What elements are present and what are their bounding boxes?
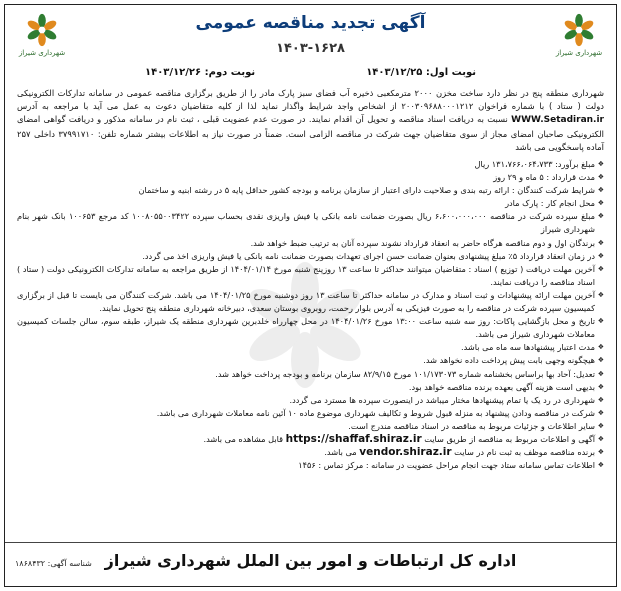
- list-item: ❖ آخرین مهلت ارائه پیشنهادات و ثبت اسناد و مدارک در سامانه حداکثر تا ساعت ۱۳ روز دوشنبه مورخ ۱۴۰۴/۰۱/۲۵ می باشد. شرکت کنندگان می بایست تا قبل از برگزاری کمیسیون سپرده شرکت در مناقصه را به صورت فیزیکی به آدرس بلوار رحمت، روبروی بوستان سعدی، دبیرخانه شهرداری منطقه پنج تحویل نمایند.: [17, 289, 604, 315]
- issuing-office: اداره کل ارتباطات و امور بین الملل شهرداری شیراز: [104, 551, 517, 570]
- list-item: ❖ شرایط شرکت کنندگان : ارائه رتبه بندی و صلاحیت دارای اعتبار از سازمان برنامه و بودجه کشور حداقل پایه ۵ در رشته ابنیه و ساختمان: [17, 184, 604, 197]
- shaffaf-suffix: قابل مشاهده می باشد.: [203, 433, 286, 444]
- list-item: ❖ مدت قرارداد : ۵ ماه و ۲۹ روز: [17, 171, 604, 184]
- list-item: ❖ شهرداری در رد یک یا تمام پیشنهادها مختار میباشد در اینصورت سپرده ها مسترد می گردد.: [17, 394, 604, 407]
- footer: [5, 542, 616, 582]
- list-item: ❖ تاریخ و محل بازگشایی پاکات: روز سه شنبه ساعت ۱۳:۰۰ مورخ ۱۴۰۴/۰۱/۲۶ در محل چهارراه خلدبرین شهرداری منطقه یک شیراز، طبقه سوم، سالن جلسات کمیسیون معاملات شهرداری شیراز می باشد.: [17, 315, 604, 341]
- list-item: ❖ مدت اعتبار پیشنهادها سه ماه می باشد.: [17, 341, 604, 354]
- logo-caption: شهرداری شیراز: [555, 49, 603, 57]
- first-round-label: نوبت اول:: [422, 67, 476, 78]
- tender-conditions-list: [17, 158, 604, 472]
- page-title: آگهی تجدید مناقصه عمومی: [195, 13, 426, 33]
- intro-text-before: شهرداری منطقه پنج در نظر دارد ساخت مخزن ۲۰۰۰ مترمکعبی ذخیره آب فضای سبز پارک مادر را از طریق برگزاری مناقصه عمومی در سامانه تدارکات الکترونیکی دولت ( ستاد ) با شماره فراخوان ۲۰۰۳۰۹۶۸۸۰۰۰۱۲۱۲ از اشخاص واجد شرایط واگذار نماید لذا از کلیه متقاضیان دعوت به عمل می آید با مراجعه به آدرس: [17, 88, 605, 112]
- second-round-label: نوبت دوم:: [201, 67, 256, 78]
- list-item: ❖ در زمان انعقاد قرارداد ۵٪ مبلغ پیشنهادی بعنوان ضمانت حسن اجرای تعهدات بصورت ضمانت نامه بانکی یا فیش واریزی اخذ می گردد.: [17, 250, 604, 263]
- list-item: ❖ برندگان اول و دوم مناقصه هرگاه حاضر به انعقاد قرارداد نشوند سپرده آنان به ترتیب ضبط خواهد شد.: [17, 237, 604, 250]
- vendor-prefix: برنده مناقصه موظف به ثبت نام در سایت: [451, 447, 595, 458]
- list-item: ❖ آخرین مهلت دریافت ( توزیع ) اسناد : متقاضیان میتوانند حداکثر تا ساعت ۱۳ روزپنج شنبه مورخ ۱۴۰۴/۰۱/۱۴ از طریق مراجعه به سامانه تدارکات الکترونیکی دولت ( ستاد ) اسناد مناقصه را دریافت نمایند.: [17, 263, 604, 289]
- tender-notice: [4, 4, 617, 587]
- publication-dates: [145, 67, 476, 83]
- vendor-link[interactable]: vendor.shiraz.ir: [359, 446, 452, 459]
- first-round: [366, 67, 476, 83]
- second-round: [145, 67, 255, 83]
- first-round-date: ۱۴۰۳/۱۲/۲۵: [366, 67, 423, 78]
- title-bar: [5, 13, 616, 33]
- vendor-suffix: می باشد.: [324, 447, 360, 458]
- list-item: ❖ سایر اطلاعات و جزئیات مربوط به مناقصه در اسناد مناقصه مندرج است.: [17, 420, 604, 433]
- ad-number: ۱۴۰۳-۱۶۲۸: [276, 41, 345, 56]
- list-item: ❖ مبلغ برآورد: ۱۳۱،۷۶۶،۰۶۴،۷۳۳ ریال: [17, 158, 604, 171]
- logo-caption: شهرداری شیراز: [18, 49, 66, 57]
- list-item: ❖ محل انجام کار : پارک مادر: [17, 197, 604, 210]
- ad-id-stamp: شناسه آگهی: ۱۸۶۸۴۳۲: [15, 559, 92, 568]
- shaffaf-item: [17, 433, 604, 446]
- list-item: ❖ مبلغ سپرده شرکت در مناقصه ۶،۶۰۰،۰۰۰،۰۰۰ ریال بصورت ضمانت نامه بانکی یا فیش واریزی نقدی بحساب سپرده ۱۰۰۸۰۵۵۰۰۳۴۲۲ کد مرجع ۱۰۰۶۵۳ بانک شهر بنام شهرداری شیراز: [17, 210, 604, 236]
- intro-text-after: نسبت به دریافت اسناد مناقصه و تحویل آن اقدام نمایند. در صورت عدم عضویت قبلی ، ثبت نام در سامانه مذکور و دریافت گواهی امضای الکترونیکی صاحبان امضای مجاز از سوی متقاضیان جهت شرکت در مناقصه الزامی است. ضمناً در صورت نیاز به اطلاعات بیشتر شماره تلفن: ۳۷۹۹۱۷۱۰ داخلی ۲۵۷ آماده پاسخگویی می باشد: [17, 114, 605, 152]
- contact-item: ❖ اطلاعات تماس سامانه ستاد جهت انجام مراحل عضویت در سامانه : مرکز تماس : ۱۴۵۶: [17, 459, 604, 472]
- shaffaf-link[interactable]: https://shaffaf.shiraz.ir: [285, 432, 422, 445]
- list-item: ❖ تعدیل: آحاد بها براساس بخشنامه شماره ۱۰۱/۱۷۳۰۷۳ مورخ ۸۲/۹/۱۵ سازمان برنامه و بودجه پرداخت خواهد شد.: [17, 368, 604, 381]
- vendor-item: [17, 446, 604, 459]
- shaffaf-prefix: آگهی و اطلاعات مربوط به مناقصه از طریق سایت: [421, 433, 595, 444]
- second-round-date: ۱۴۰۳/۱۲/۲۶: [145, 67, 202, 78]
- list-item: ❖ شرکت در مناقصه ودادن پیشنهاد به منزله قبول شروط و تکالیف شهرداری موضوع ماده ۱۰ آئین نامه معاملات شهرداری می باشد.: [17, 407, 604, 420]
- list-item: ❖ هیچگونه وجهی بابت پیش پرداخت داده نخواهد شد.: [17, 354, 604, 367]
- setadiran-link[interactable]: WWW.Setadiran.ir: [511, 115, 604, 126]
- intro-paragraph: [17, 87, 604, 154]
- list-item: ❖ بدیهی است هزینه آگهی بعهده برنده مناقصه خواهد بود.: [17, 381, 604, 394]
